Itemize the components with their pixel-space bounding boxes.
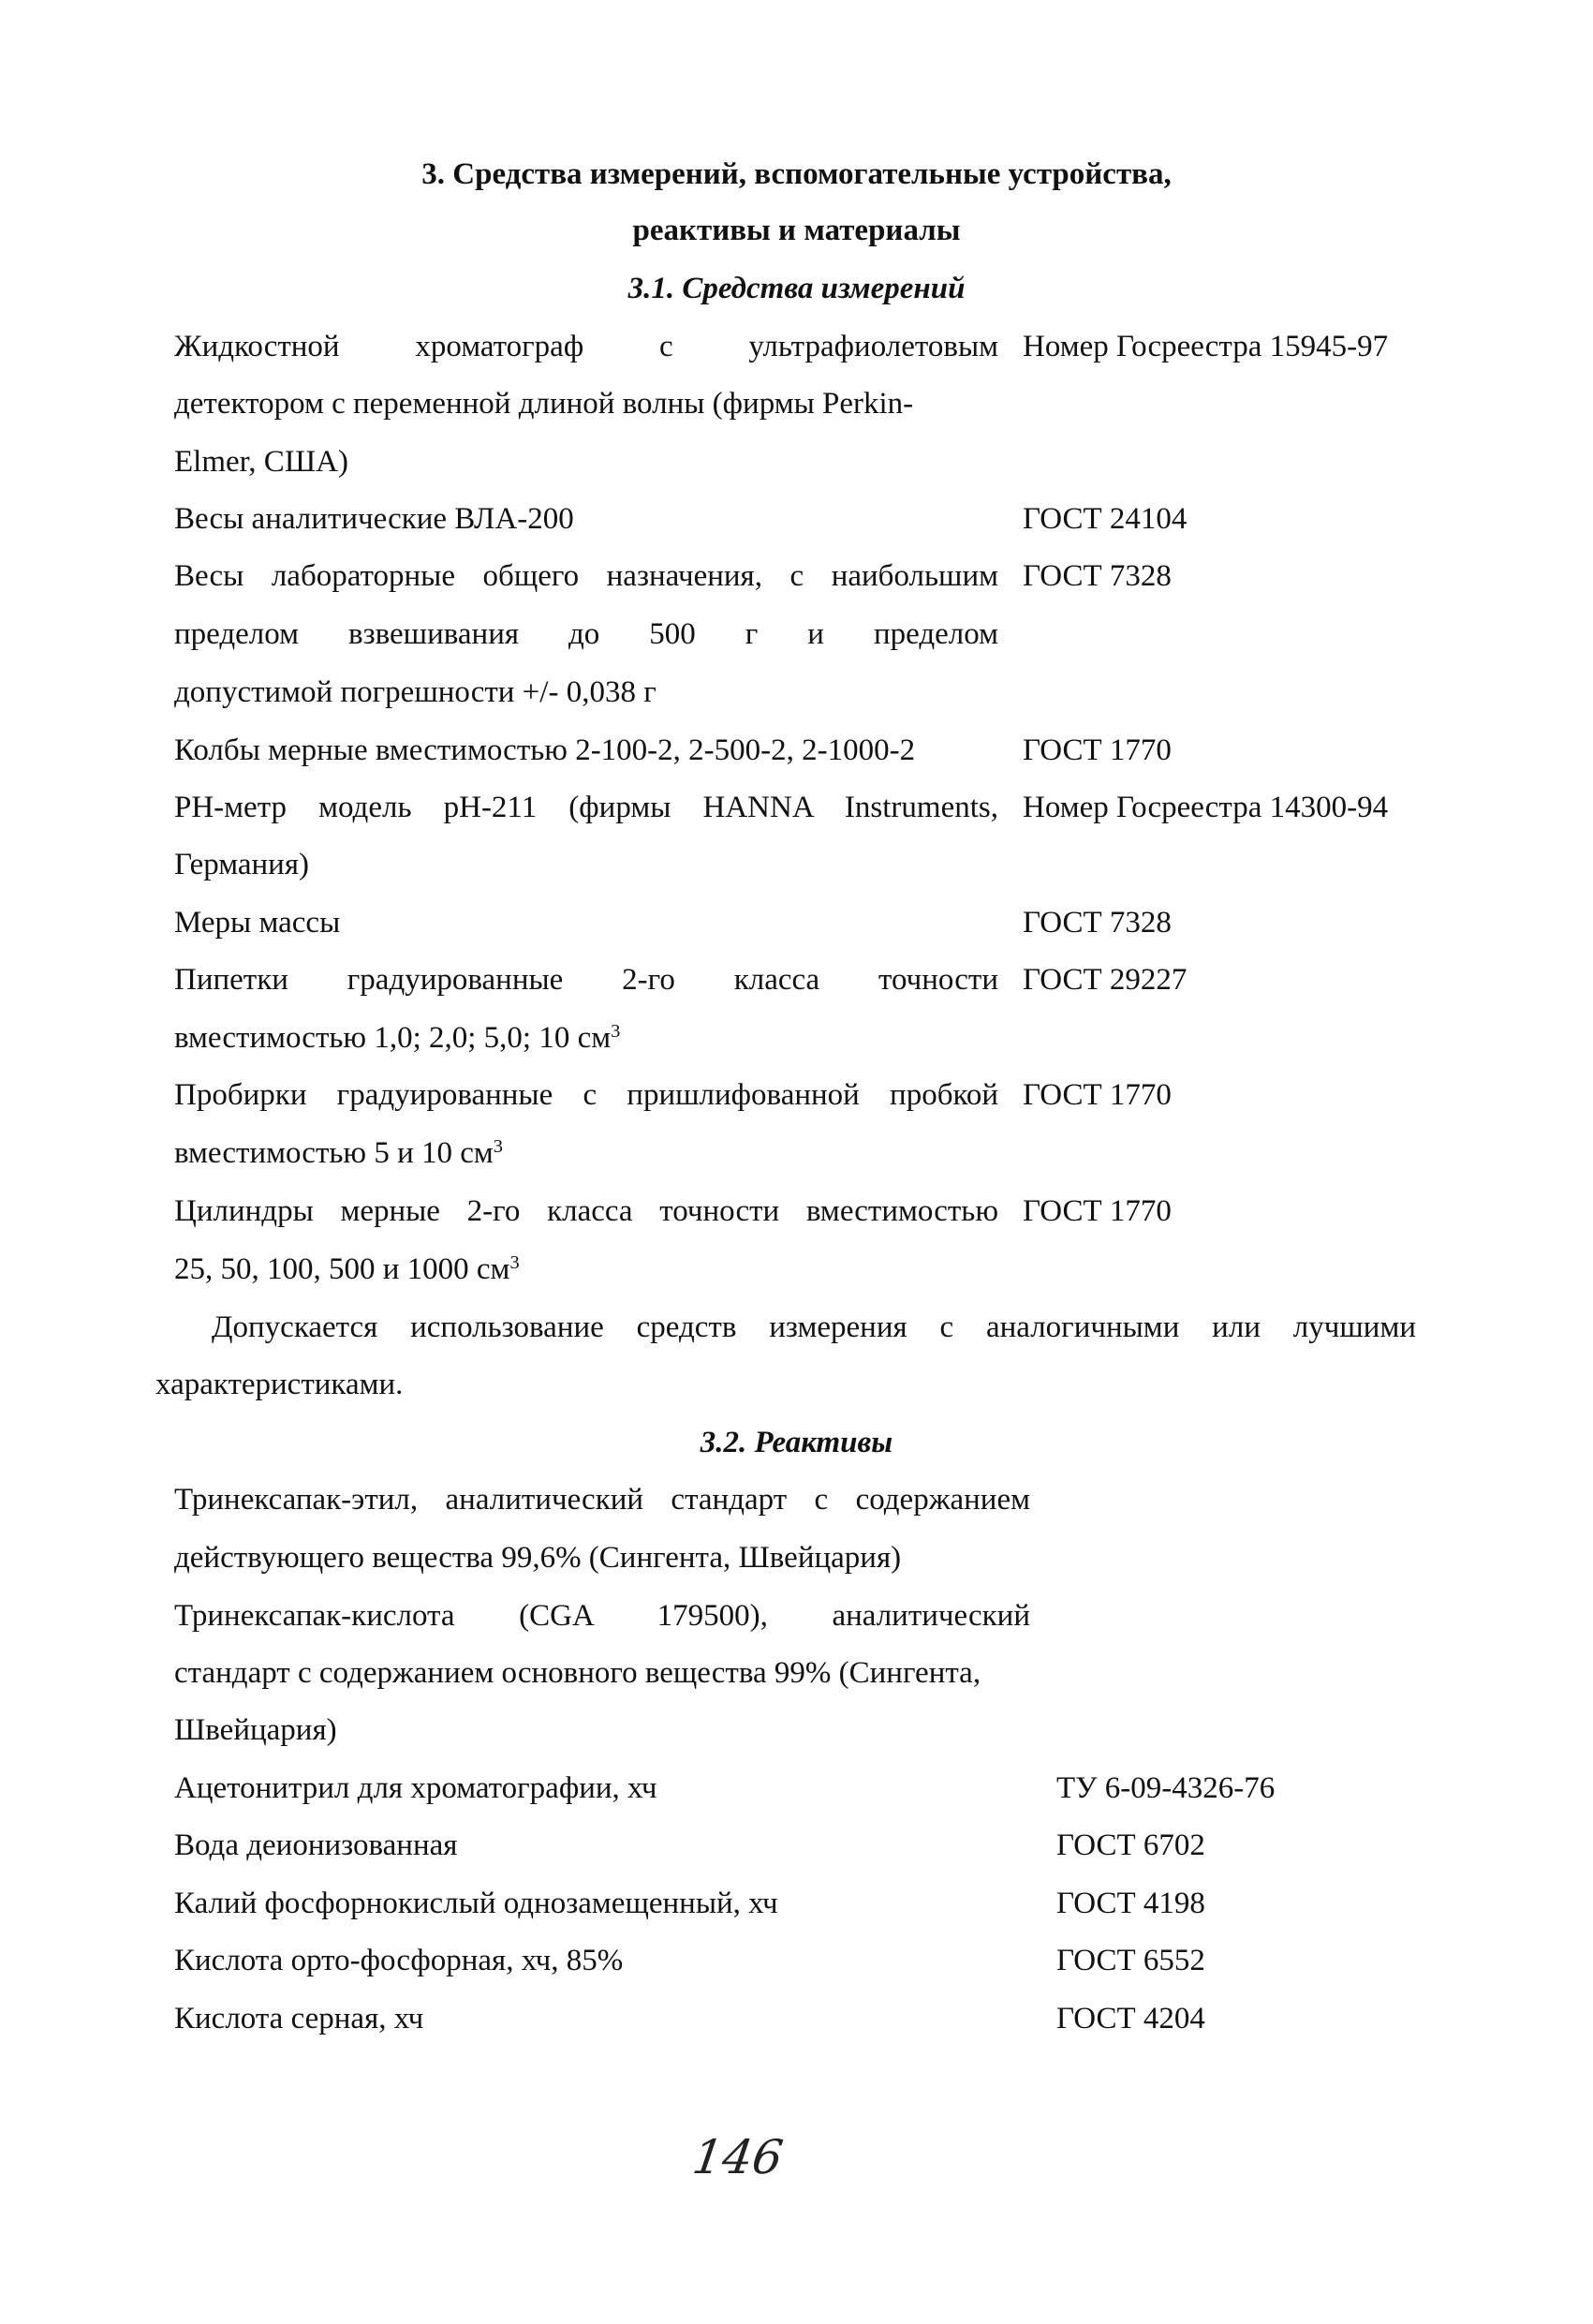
item-text-line: Тринексапак-кислота (CGA 179500), аналитический bbox=[174, 1599, 1030, 1633]
item-text-line: Вода деионизованная bbox=[174, 1828, 458, 1862]
item-reference: Номер Госреестра 15945-97 bbox=[1023, 330, 1389, 363]
item-reference: ГОСТ 6702 bbox=[1056, 1828, 1205, 1862]
note-paragraph-line: характеристиками. bbox=[155, 1368, 404, 1401]
item-reference: ГОСТ 24104 bbox=[1023, 502, 1187, 536]
item-text-line: Колбы мерные вместимостью 2-100-2, 2-500-2, 2-1000-2 bbox=[174, 733, 916, 767]
item-text-line: детектором с переменной длиной волны (фирмы Perkin- bbox=[174, 387, 914, 421]
item-text-line: Весы аналитические ВЛА-200 bbox=[174, 502, 574, 536]
item-reference: Номер Госреестра 14300-94 bbox=[1023, 791, 1389, 824]
item-text-line: PH-метр модель pH-211 (фирмы HANNA Instruments, bbox=[174, 791, 998, 824]
item-reference: ГОСТ 1770 bbox=[1023, 1078, 1172, 1112]
item-reference: ГОСТ 4204 bbox=[1056, 2002, 1205, 2035]
item-text-line: Ацетонитрил для хроматографии, хч bbox=[174, 1771, 657, 1805]
item-text-line: действующего вещества 99,6% (Сингента, Швейцария) bbox=[174, 1541, 902, 1575]
item-text-line: вместимостью 1,0; 2,0; 5,0; 10 $см^3$ bbox=[174, 1020, 621, 1055]
item-text-line: Швейцария) bbox=[174, 1713, 337, 1747]
superscript: 3 bbox=[493, 1135, 503, 1157]
section-heading-line-1: 3. Средства измерений, вспомогательные устройства, bbox=[421, 157, 1172, 191]
item-text-line: стандарт с содержанием основного вещества 99% (Сингента, bbox=[174, 1656, 981, 1690]
item-text-line: Цилиндры мерные 2-го класса точности вместимостью bbox=[174, 1194, 998, 1228]
item-text-line: Тринексапак-этил, аналитический стандарт с содержанием bbox=[174, 1483, 1030, 1517]
item-reference: ГОСТ 29227 bbox=[1023, 963, 1187, 997]
subsection-title-3-1: 3.1. Средства измерений bbox=[627, 272, 966, 305]
item-text-line: 25, 50, 100, 500 и 1000 $см^3$ bbox=[174, 1251, 520, 1286]
item-text-line: Пробирки градуированные с пришлифованной пробкой bbox=[174, 1078, 998, 1112]
item-text-line: Elmer, США) bbox=[174, 445, 348, 479]
item-text-line: Германия) bbox=[174, 848, 310, 881]
item-text-line: допустимой погрешности +/- 0,038 г bbox=[174, 675, 656, 709]
item-text-line: Калий фосфорнокислый однозамещенный, хч bbox=[174, 1887, 778, 1920]
superscript: 3 bbox=[509, 1251, 520, 1273]
item-reference: ГОСТ 1770 bbox=[1023, 1194, 1172, 1228]
page-number: 146 bbox=[688, 2130, 787, 2184]
subsection-title-3-2: 3.2. Реактивы bbox=[700, 1426, 893, 1459]
item-text-line: Пипетки градуированные 2-го класса точности bbox=[174, 963, 998, 997]
item-text-line: вместимостью 5 и 10 $см^3$ bbox=[174, 1135, 503, 1170]
note-paragraph-line: Допускается использование средств измерения с аналогичными или лучшими bbox=[212, 1310, 1416, 1344]
item-text-line: пределом взвешивания до 500 г и пределом bbox=[174, 617, 998, 651]
item-text-line: Меры массы bbox=[174, 906, 341, 940]
item-reference: ГОСТ 7328 bbox=[1023, 906, 1172, 940]
item-text-line: Кислота серная, хч bbox=[174, 2002, 424, 2035]
item-reference: ГОСТ 6552 bbox=[1056, 1944, 1205, 1977]
item-text-line: Жидкостной хроматограф с ультрафиолетовым bbox=[174, 330, 998, 363]
section-heading-line-2: реактивы и материалы bbox=[632, 214, 961, 247]
item-reference: ГОСТ 1770 bbox=[1023, 733, 1172, 767]
item-reference: ГОСТ 4198 bbox=[1056, 1887, 1205, 1920]
item-text-line: Кислота орто-фосфорная, хч, 85% bbox=[174, 1944, 624, 1977]
superscript: 3 bbox=[611, 1020, 621, 1042]
item-reference: ТУ 6-09-4326-76 bbox=[1056, 1771, 1276, 1805]
item-reference: ГОСТ 7328 bbox=[1023, 559, 1172, 593]
item-text-line: Весы лабораторные общего назначения, с наибольшим bbox=[174, 559, 998, 593]
